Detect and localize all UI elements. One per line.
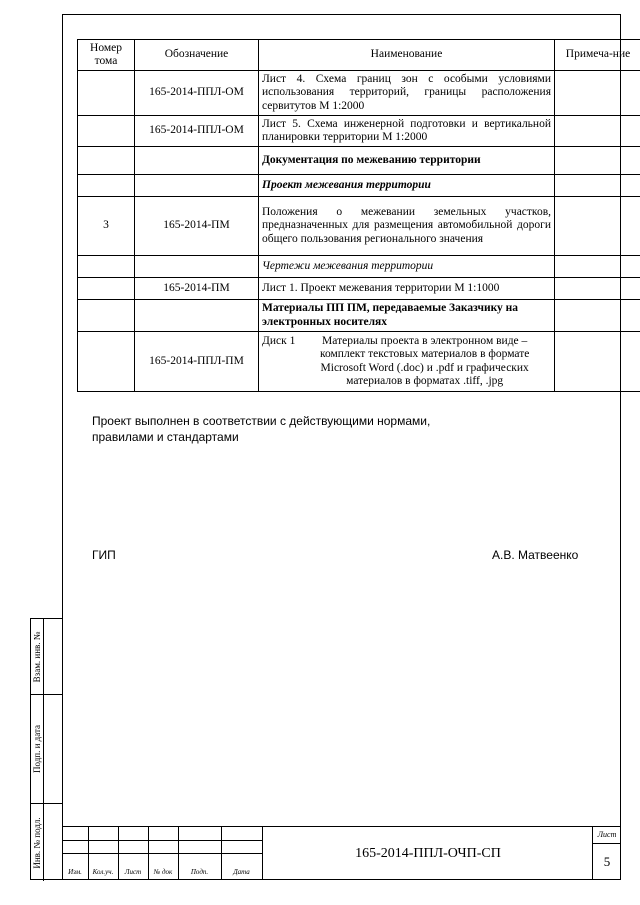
subsection-heading: Проект межевания территории <box>259 175 555 197</box>
cell-name: Положения о межевании земельных участков, предназначенных для размещения автомобильной дороги общего пользования регионального значения <box>259 197 555 256</box>
title-block <box>62 826 621 880</box>
cell-note <box>555 116 640 147</box>
signer-role: ГИП <box>92 548 116 562</box>
cell-volume <box>78 71 135 116</box>
cell-designation: 165-2014-ПМ <box>135 197 259 256</box>
header-note: Примеча-ние <box>555 40 640 71</box>
cell-note <box>555 175 640 197</box>
table-row <box>78 332 640 392</box>
column-header: № док <box>153 868 173 876</box>
header-designation: Обозначение <box>135 40 259 71</box>
column-header: Изм. <box>68 868 82 876</box>
cell-volume <box>78 116 135 147</box>
cell-volume <box>78 278 135 300</box>
cell-designation <box>135 175 259 197</box>
table-row <box>78 256 640 278</box>
cell-name: Лист 1. Проект межевания территории М 1:1000 <box>259 278 555 300</box>
column-header: Кол.уч. <box>92 868 114 876</box>
disk-label: Диск 1 <box>262 335 296 348</box>
cell-designation <box>135 256 259 278</box>
side-stamp-label: Подп. и дата <box>32 724 42 774</box>
header-volume: Номер тома <box>78 40 135 71</box>
cell-note <box>555 71 640 116</box>
compliance-note-line: Проект выполнен в соответствии с действующими нормами, <box>92 414 431 428</box>
table-row <box>78 116 640 147</box>
cell-designation <box>135 147 259 175</box>
section-heading: Документация по межеванию территории <box>259 147 555 175</box>
cell-volume: 3 <box>78 197 135 256</box>
cell-note <box>555 332 640 392</box>
table-row <box>78 278 640 300</box>
document-code: 165-2014-ППЛ-ОЧП-СП <box>262 827 593 880</box>
cell-designation: 165-2014-ППЛ-ОМ <box>135 116 259 147</box>
revision-grid <box>62 827 262 880</box>
cell-volume <box>78 175 135 197</box>
cell-note <box>555 278 640 300</box>
table-row <box>78 71 640 116</box>
sheet-box <box>592 827 621 880</box>
column-header: Лист <box>124 868 142 876</box>
cell-volume <box>78 256 135 278</box>
cell-designation: 165-2014-ППЛ-ПМ <box>135 332 259 392</box>
sheet-number: 5 <box>603 853 611 869</box>
subsection-heading: Чертежи межевания территории <box>259 256 555 278</box>
cell-designation: 165-2014-ППЛ-ОМ <box>135 71 259 116</box>
table-row <box>78 147 640 175</box>
side-stamp-label: Инв. № подл. <box>32 816 42 869</box>
side-stamp-cell <box>31 804 62 881</box>
cell-note <box>555 300 640 332</box>
column-header: Подп. <box>190 868 209 876</box>
disk-entry <box>262 335 551 388</box>
cell-volume <box>78 147 135 175</box>
side-stamp-label: Взам. инв. № <box>32 631 42 682</box>
section-heading: Материалы ПП ПМ, передаваемые Заказчику на электронных носителях <box>259 300 555 332</box>
side-stamp-cell <box>31 695 62 804</box>
sheet-label: Лист <box>593 827 621 844</box>
cell-name: Лист 5. Схема инженерной подготовки и вертикальной планировки территории М 1:2000 <box>259 116 555 147</box>
table-row <box>78 175 640 197</box>
header-name: Наименование <box>259 40 555 71</box>
cell-note <box>555 147 640 175</box>
table-row <box>78 197 640 256</box>
cell-designation: 165-2014-ПМ <box>135 278 259 300</box>
disk-description: Материалы проекта в электронном виде – комплект текстовых материалов в формате Microsoft Word (.doc) и .pdf и графических материалов в форматах .tiff, .jpg <box>319 335 530 387</box>
compliance-note-line: правилами и стандартами <box>92 430 239 444</box>
cell-note <box>555 197 640 256</box>
specification-table <box>77 39 640 392</box>
side-stamp-cell <box>31 619 62 695</box>
table-row <box>78 300 640 332</box>
compliance-note <box>92 413 430 445</box>
cell-volume <box>78 332 135 392</box>
column-header: Дата <box>233 868 250 876</box>
cell-name <box>259 332 555 392</box>
table-header-row <box>78 40 640 71</box>
cell-designation <box>135 300 259 332</box>
signer-name: А.В. Матвеенко <box>492 548 579 562</box>
cell-name: Лист 4. Схема границ зон с особыми условиями использования территорий, границы расположения сервитутов М 1:2000 <box>259 71 555 116</box>
side-stamp <box>30 618 62 880</box>
cell-volume <box>78 300 135 332</box>
cell-note <box>555 256 640 278</box>
